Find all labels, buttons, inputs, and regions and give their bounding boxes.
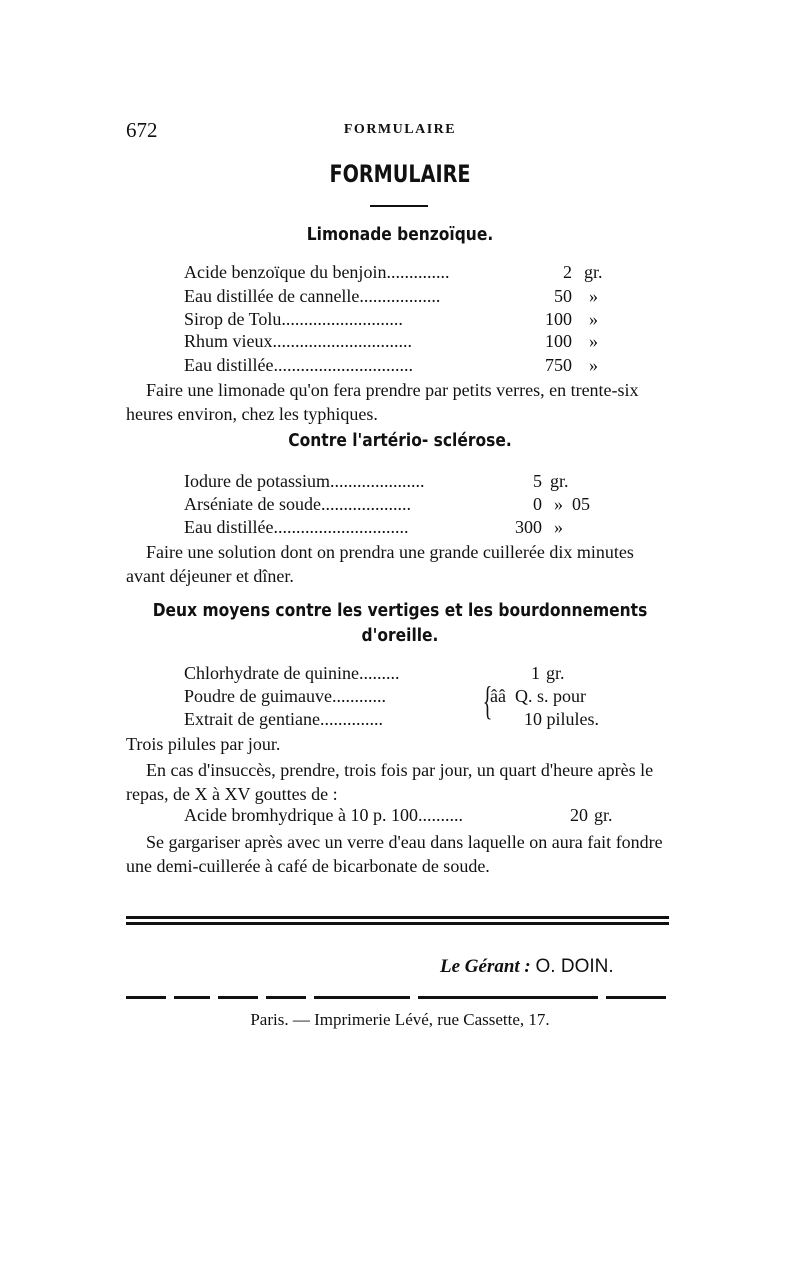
instruction-text: Faire une limonade qu'on fera prendre par petits verres, en trente-six heures environ, chez les typhiques. [126,380,639,424]
ingredient-name: Eau distillée de cannelle.................. [184,286,441,306]
dash [606,996,666,999]
gargle-text: Se gargariser après avec un verre d'eau dans laquelle on aura fait fondre une demi-cuillerée à café de bicarbonate de soude. [126,832,663,876]
brace-mark: { [482,678,493,723]
section-title-limonade: Limonade benzoïque. [306,224,494,245]
ingredient-unit: ââ Q. s. pour [490,686,586,706]
ingredient-qty: 100 [545,309,572,329]
page-number: 672 [126,118,158,142]
section-title-vertiges: Deux moyens contre les vertiges et les bourdonnements [152,600,648,621]
ingredient-name: Acide bromhydrique à 10 p. 100.......... [184,805,463,825]
section-title-vertiges-line2: d'oreille. [361,625,439,646]
imprint-line: Paris. — Imprimerie Lévé, rue Cassette, 17. [250,1010,550,1029]
ingredient-qty: 0 [533,494,542,514]
dose-paragraph [126,732,674,756]
ingredient-name: Eau distillée............................... [184,355,413,375]
dashed-divider [126,996,666,999]
ingredient-name: Sirop de Tolu........................... [184,309,403,329]
ingredient-unit: » [589,355,598,375]
gargle-paragraph [126,830,674,878]
ingredient-unit: gr. [550,471,569,491]
divider-rule [126,916,669,919]
dose-text: Trois pilules par jour. [126,734,281,754]
dash [418,996,598,999]
title-rule [370,205,428,207]
ingredient-qty: 750 [545,355,572,375]
ingredient-name: Extrait de gentiane.............. [184,709,383,729]
instruction-text: Faire une solution dont on prendra une grande cuillerée dix minutes avant déjeuner et dîner. [126,542,634,586]
ingredient-unit: gr. [594,805,613,825]
ingredient-qty: 2 [563,262,572,282]
dash [314,996,410,999]
alt-instruction-text: En cas d'insuccès, prendre, trois fois par jour, un quart d'heure après le repas, de X à XV gouttes de : [126,760,654,804]
alt-instruction-paragraph [126,758,674,806]
ingredient-unit: » [589,286,598,306]
dash [266,996,306,999]
gerant-line [440,956,614,978]
ingredient-unit: 10 pilules. [524,709,599,729]
gerant-label: Le Gérant : [440,956,531,977]
ingredient-name: Eau distillée.............................. [184,517,409,537]
instruction-paragraph [126,378,674,426]
ingredient-qty: 20 [570,805,588,825]
dash [218,996,258,999]
ingredient-qty: 50 [554,286,572,306]
ingredient-name: Chlorhydrate de quinine......... [184,663,400,683]
ingredient-name: Rhum vieux............................... [184,331,412,351]
section-title-arteriosclerose: Contre l'artério- sclérose. [288,430,512,451]
ingredient-name: Acide benzoïque du benjoin.............. [184,262,450,282]
ingredient-qty: 5 [533,471,542,491]
page-title: FORMULAIRE [329,160,471,188]
ingredient-unit: » [554,517,563,537]
instruction-paragraph [126,540,674,588]
ingredient-unit: » 05 [554,494,590,514]
dash [126,996,166,999]
ingredient-unit: » [589,331,598,351]
ingredient-qty: 300 [515,517,542,537]
ingredient-unit: » [589,309,598,329]
ingredient-name: Poudre de guimauve............ [184,686,386,706]
dash [174,996,210,999]
ingredient-name: Arséniate de soude.................... [184,494,411,514]
ingredient-unit: gr. [584,262,603,282]
ingredient-qty: 1 [531,663,540,683]
ingredient-qty: 100 [545,331,572,351]
ingredient-name: Iodure de potassium..................... [184,471,425,491]
running-title: FORMULAIRE [343,122,457,137]
ingredient-unit: gr. [546,663,565,683]
gerant-name: O. DOIN. [535,956,614,977]
divider-rule [126,922,669,925]
